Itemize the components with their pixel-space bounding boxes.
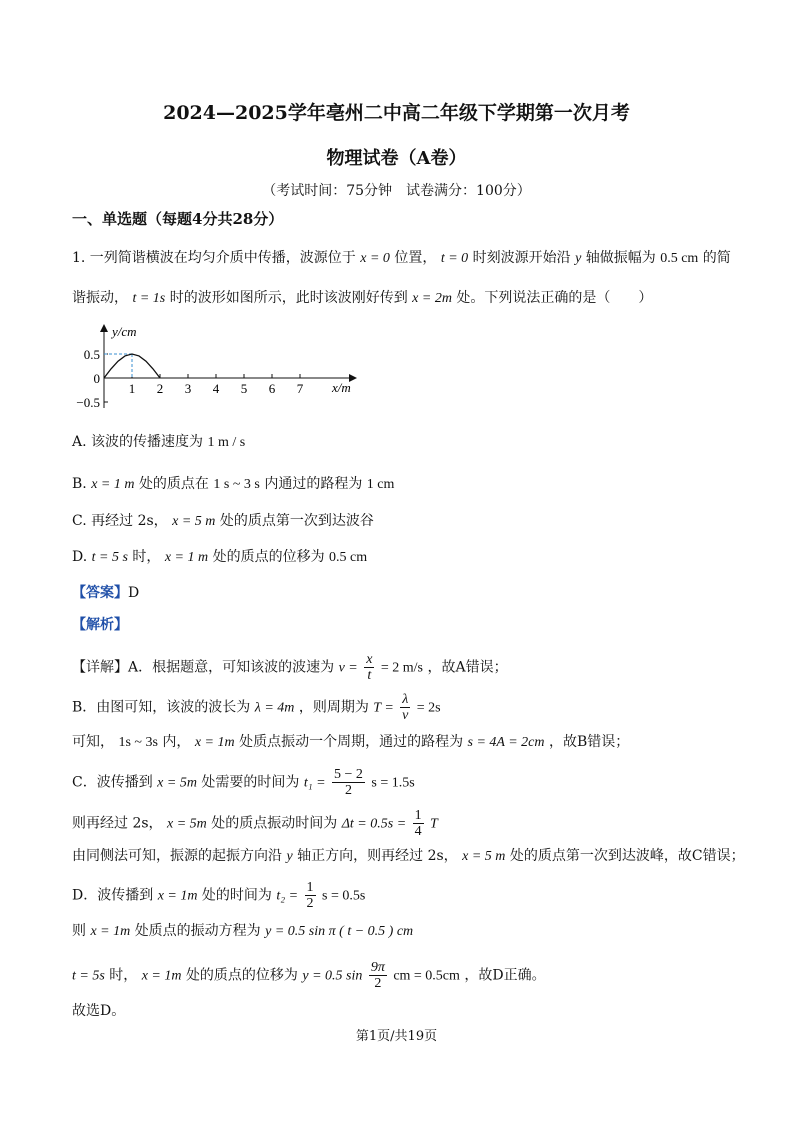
fraction <box>332 767 365 798</box>
math-inline: x = 5m <box>167 816 207 832</box>
fraction-denominator: 2 <box>344 783 352 798</box>
solution-text: D．波传播到 <box>72 887 154 904</box>
option-d-text: 处的质点的位移为 <box>212 549 325 565</box>
solution-line-8 <box>72 921 413 942</box>
math-inline: y <box>575 251 582 266</box>
solution-text: 处的质点第一次到达波峰，故C错误； <box>509 848 745 864</box>
math-inline: 1s ~ 3s <box>118 735 158 750</box>
solution-text: A．根据题意，可知该波的波速为 <box>128 659 335 676</box>
solution-line-3 <box>72 732 629 753</box>
solution-line-7 <box>72 880 365 911</box>
section-heading: 一、单选题（每题4分共28分） <box>72 210 284 228</box>
fraction <box>369 960 387 991</box>
question-stem-line2 <box>72 288 652 309</box>
math-inline: t = 1s <box>132 291 166 306</box>
solution-line-5 <box>72 808 438 839</box>
equation-rhs: = 2 m/s <box>380 660 423 676</box>
solution-line-2 <box>72 692 441 723</box>
option-c <box>72 511 374 532</box>
solution-text: 时， <box>109 967 138 984</box>
math-inline: 1 m / s <box>207 435 246 450</box>
math-inline: y = 0.5 sin π ( t − 0.5 ) cm <box>265 924 414 939</box>
x-tick-label: 4 <box>212 381 220 396</box>
question-stem-line1 <box>72 248 731 269</box>
stem-text: 位置， <box>394 250 437 266</box>
solution-text: 轴正方向，则再经过 2s， <box>297 848 458 864</box>
stem-text: 时刻波源开始沿 <box>472 250 571 266</box>
fraction-numerator: 9π <box>370 960 385 975</box>
solution-text: 处的质点的位移为 <box>185 967 298 984</box>
solution-line-6 <box>72 846 745 867</box>
math-inline: t = 0 <box>440 251 469 266</box>
solution-text: ，则周期为 <box>298 699 369 716</box>
solution-text: 内， <box>162 734 191 750</box>
equation-lhs: t₁ = <box>303 775 326 791</box>
stem-text: 的简 <box>702 250 731 266</box>
equation-lhs: T = <box>373 700 394 716</box>
equation-rhs: cm = 0.5cm <box>393 968 460 984</box>
fraction-numerator: x <box>366 652 373 667</box>
solution-text: 则 <box>72 923 86 939</box>
math-inline: x = 2m <box>412 291 452 306</box>
fraction-denominator: 2 <box>306 896 314 911</box>
solution-text: 则再经过 2s， <box>72 815 163 832</box>
math-inline: 0.5 cm <box>329 550 368 565</box>
option-a-text: A. 该波的传播速度为 <box>72 434 204 450</box>
solution-text: 处的质点振动时间为 <box>211 815 338 832</box>
fraction-denominator: 2 <box>374 976 382 991</box>
solution-tag: 【详解】 <box>72 659 128 676</box>
y-axis-label: y/cm <box>112 324 137 339</box>
math-inline: x = 1 m <box>164 550 209 565</box>
analysis-tag: 【解析】 <box>72 617 128 633</box>
x-tick-label: 5 <box>240 381 248 396</box>
stem-text: 谐振动， <box>72 290 128 306</box>
solution-text: ，故A错误； <box>427 659 508 676</box>
math-inline: y <box>286 849 293 864</box>
math-inline: x = 1m <box>157 888 198 904</box>
math-inline: λ = 4m <box>254 700 295 716</box>
option-a <box>72 432 245 453</box>
solution-text: 处的时间为 <box>201 887 272 904</box>
solution-text: C．波传播到 <box>72 774 153 791</box>
answer-row <box>72 583 139 603</box>
math-inline: x = 1m <box>141 968 182 984</box>
solution-text: 处需要的时间为 <box>201 774 300 791</box>
solution-text: 处质点振动一个周期，通过的路程为 <box>239 734 464 750</box>
equation-lhs: Δt = 0.5s = <box>341 816 407 832</box>
equation-lhs: t₂ = <box>276 888 299 904</box>
x-tick-label: 2 <box>156 381 164 396</box>
solution-line-9 <box>72 960 546 991</box>
fraction-numerator: λ <box>402 692 409 707</box>
solution-line-1 <box>72 652 508 683</box>
solution-text: 故选D。 <box>72 1003 126 1019</box>
equation-lhs: v = <box>338 660 358 676</box>
solution-text: B．由图可知，该波的波长为 <box>72 699 251 716</box>
y-tick-label: −0.5 <box>76 395 100 410</box>
stem-text: 处。下列说法正确的是（ ） <box>456 290 653 306</box>
equation-lhs: y = 0.5 sin <box>302 968 363 984</box>
math-inline: t = 5s <box>72 968 105 984</box>
option-c-text: C. 再经过 2s， <box>72 513 168 529</box>
option-b-text: B. <box>72 476 87 492</box>
analysis-row <box>72 615 128 635</box>
answer-tag: 【答案】 <box>72 585 128 601</box>
equation-rhs: s = 0.5s <box>322 888 366 904</box>
solution-line-10 <box>72 1001 125 1021</box>
equation-rhs: = 2s <box>416 700 441 716</box>
fraction-denominator: t <box>367 668 372 683</box>
equation-rhs: s = 1.5s <box>371 775 415 791</box>
math-inline: 0.5 cm <box>660 251 699 266</box>
exam-title: 2024—2025学年亳州二中高二年级下学期第一次月考 <box>163 102 630 124</box>
math-inline: x = 0 <box>360 251 390 266</box>
math-inline: t = 5 s <box>91 550 128 565</box>
paper-subtitle: 物理试卷（A卷） <box>326 148 467 169</box>
y-tick-label: 0 <box>93 371 100 386</box>
option-b-text: 处的质点在 <box>138 476 209 492</box>
option-d-text: 时， <box>132 549 161 565</box>
equation-rhs: T <box>430 816 438 832</box>
fraction <box>400 692 410 723</box>
option-b <box>72 474 394 495</box>
solution-text: 处质点的振动方程为 <box>134 923 261 939</box>
exam-info: （考试时间：75分钟 试卷满分：100分） <box>262 183 531 199</box>
math-inline: x = 1m <box>194 735 235 750</box>
math-inline: x = 1m <box>90 924 131 939</box>
solution-line-4 <box>72 767 415 798</box>
math-inline: 1 s ~ 3 s <box>213 477 260 492</box>
stem-text: 轴做振幅为 <box>585 250 656 266</box>
solution-text: ，故B错误； <box>548 734 630 750</box>
solution-text: ，故D正确。 <box>464 967 546 984</box>
option-c-text: 处的质点第一次到达波谷 <box>219 513 374 529</box>
option-b-text: 内通过的路程为 <box>264 476 363 492</box>
math-inline: s = 4A = 2cm <box>467 735 545 750</box>
page-number: 第1页/共19页 <box>355 1029 438 1044</box>
option-d-text: D. <box>72 549 88 565</box>
option-d <box>72 547 367 568</box>
x-tick-label: 1 <box>128 381 136 396</box>
fraction <box>413 808 424 839</box>
answer-value: D <box>128 585 140 601</box>
x-axis-label: x/m <box>332 380 351 395</box>
fraction-numerator: 5 − 2 <box>334 767 363 782</box>
x-tick-label: 6 <box>268 381 276 396</box>
stem-text: 时的波形如图所示，此时该波刚好传到 <box>169 290 408 306</box>
math-inline: 1 cm <box>366 477 395 492</box>
stem-text: 1. 一列简谐横波在均匀介质中传播，波源位于 <box>72 250 356 266</box>
fraction-numerator: 1 <box>306 880 314 895</box>
fraction <box>305 880 316 911</box>
math-inline: x = 5m <box>157 775 197 791</box>
fraction <box>364 652 374 683</box>
math-inline: x = 5 m <box>172 514 216 529</box>
fraction-denominator: v <box>402 708 409 723</box>
solution-text: 可知， <box>72 734 114 750</box>
fraction-numerator: 1 <box>414 808 422 823</box>
math-inline: x = 1 m <box>91 477 135 492</box>
wave-figure <box>70 322 370 414</box>
solution-text: 由同侧法可知，振源的起振方向沿 <box>72 848 282 864</box>
y-tick-label: 0.5 <box>83 347 100 362</box>
x-tick-label: 3 <box>184 381 192 396</box>
math-inline: x = 5 m <box>462 849 506 864</box>
fraction-denominator: 4 <box>414 824 422 839</box>
x-tick-label: 7 <box>296 381 304 396</box>
